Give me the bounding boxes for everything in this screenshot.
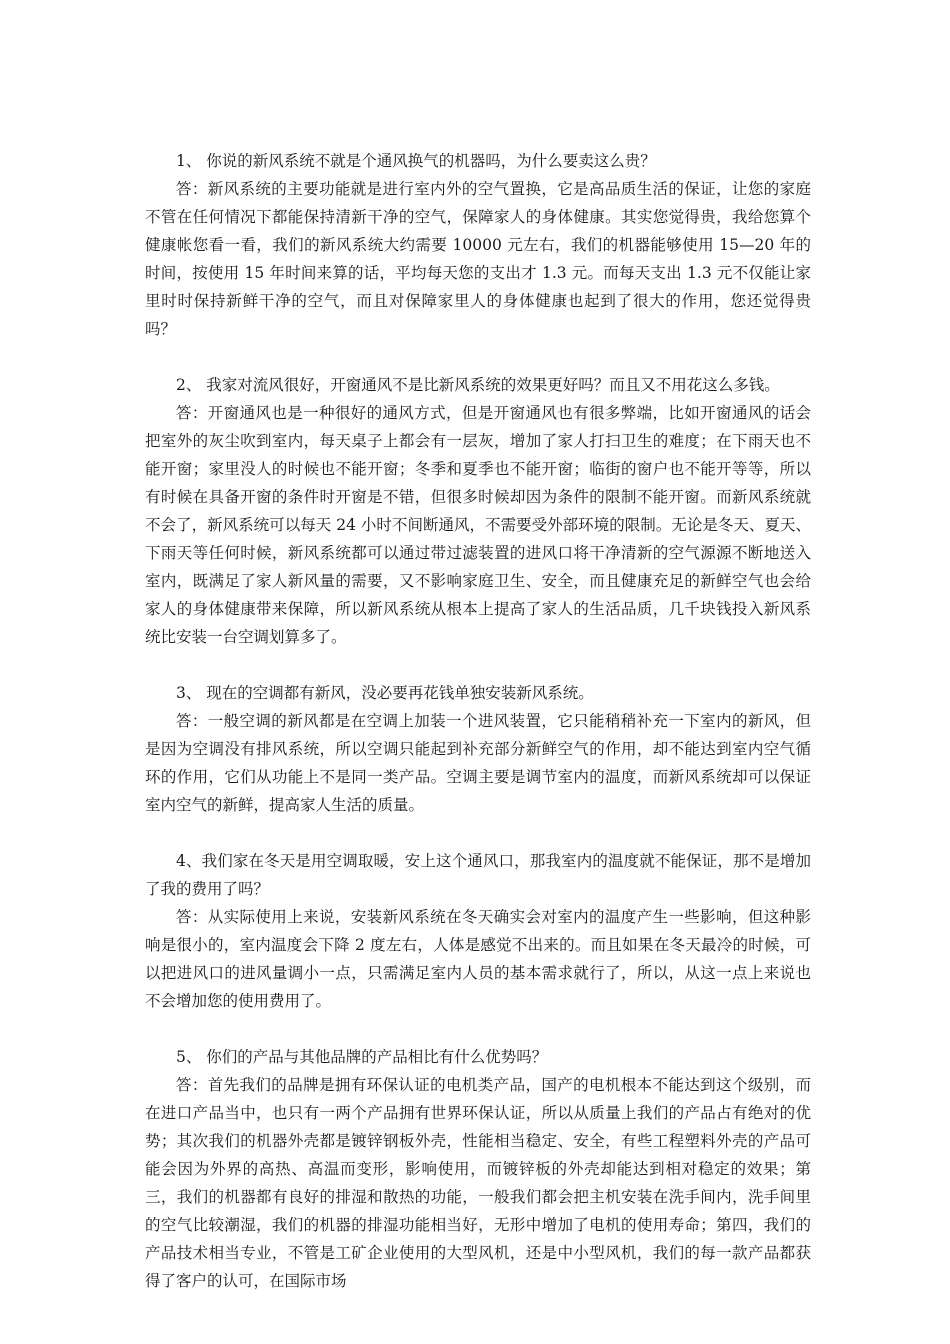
answer-2: 答：开窗通风也是一种很好的通风方式，但是开窗通风也有很多弊端，比如开窗通风的话会把室外的灰尘吹到室内，每天桌子上都会有一层灰，增加了家人打扫卫生的难度；在下雨天也不能开窗；家里没人的时候也不能开窗；冬季和夏季也不能开窗；临街的窗户也不能开等等，所以有时候在具备开窗的条件时开窗是不错，但很多时候却因为条件的限制不能开窗。而新风系统就不会了，新风系统可以每天 24 小时不间断通风，不需要受外部环境的限制。无论是冬天、夏天、下雨天等任何时候，新风系统都可以通过带过滤装置的进风口将干净清新的空气源源不断地送入室内，既满足了家人新风量的需要，又不影响家庭卫生、安全，而且健康充足的新鲜空气也会给家人的身体健康带来保障，所以新风系统从根本上提高了家人的生活品质，几千块钱投入新风系统比安装一台空调划算多了。 [145,404,811,646]
qa-item-4 [145,847,811,1015]
qa-item-1 [145,147,811,343]
qa-item-3 [145,679,811,819]
answer-5: 答：首先我们的品牌是拥有环保认证的电机类产品，国产的电机根本不能达到这个级别，而在进口产品当中，也只有一两个产品拥有世界环保认证，所以从质量上我们的产品占有绝对的优势；其次我们的机器外壳都是镀锌钢板外壳，性能相当稳定、安全，有些工程塑料外壳的产品可能会因为外界的高热、高温而变形，影响使用，而镀锌板的外壳却能达到相对稳定的效果；第三，我们的机器都有良好的排湿和散热的功能，一般我们都会把主机安装在洗手间内，洗手间里的空气比较潮湿，我们的机器的排湿功能相当好，无形中增加了电机的使用寿命；第四，我们的产品技术相当专业，不管是工矿企业使用的大型风机，还是中小型风机，我们的每一款产品都获得了客户的认可，在国际市场 [145,1076,811,1290]
question-5: 5、 你们的产品与其他品牌的产品相比有什么优势吗？ [176,1048,548,1066]
question-3: 3、 现在的空调都有新风，没必要再花钱单独安装新风系统。 [176,684,594,702]
document-page [145,147,811,1295]
qa-item-5 [145,1043,811,1295]
qa-item-2 [145,371,811,651]
question-4: 4、我们家在冬天是用空调取暖，安上这个通风口，那我室内的温度就不能保证，那不是增加了我的费用了吗？ [145,852,811,898]
answer-3: 答：一般空调的新风都是在空调上加装一个进风装置，它只能稍稍补充一下室内的新风，但是因为空调没有排风系统，所以空调只能起到补充部分新鲜空气的作用，却不能达到室内空气循环的作用，它们从功能上不是同一类产品。空调主要是调节室内的温度，而新风系统却可以保证室内空气的新鲜，提高家人生活的质量。 [145,712,811,814]
question-2: 2、 我家对流风很好，开窗通风不是比新风系统的效果更好吗？而且又不用花这么多钱。 [176,376,780,394]
answer-4: 答：从实际使用上来说，安装新风系统在冬天确实会对室内的温度产生一些影响，但这种影响是很小的，室内温度会下降 2 度左右，人体是感觉不出来的。而且如果在冬天最冷的时候，可以把进风口的进风量调小一点，只需满足室内人员的基本需求就行了，所以，从这一点上来说也不会增加您的使用费用了。 [145,908,811,1010]
answer-1: 答：新风系统的主要功能就是进行室内外的空气置换，它是高品质生活的保证，让您的家庭不管在任何情况下都能保持清新干净的空气，保障家人的身体健康。其实您觉得贵，我给您算个健康帐您看一看，我们的新风系统大约需要 10000 元左右，我们的机器能够使用 15—20 年的时间，按使用 15 年时间来算的话，平均每天您的支出才 1.3 元。而每天支出 1.3 元不仅能让家里时时保持新鲜干净的空气，而且对保障家里人的身体健康也起到了很大的作用，您还觉得贵吗？ [145,180,811,338]
question-1: 1、 你说的新风系统不就是个通风换气的机器吗，为什么要卖这么贵？ [176,152,656,170]
